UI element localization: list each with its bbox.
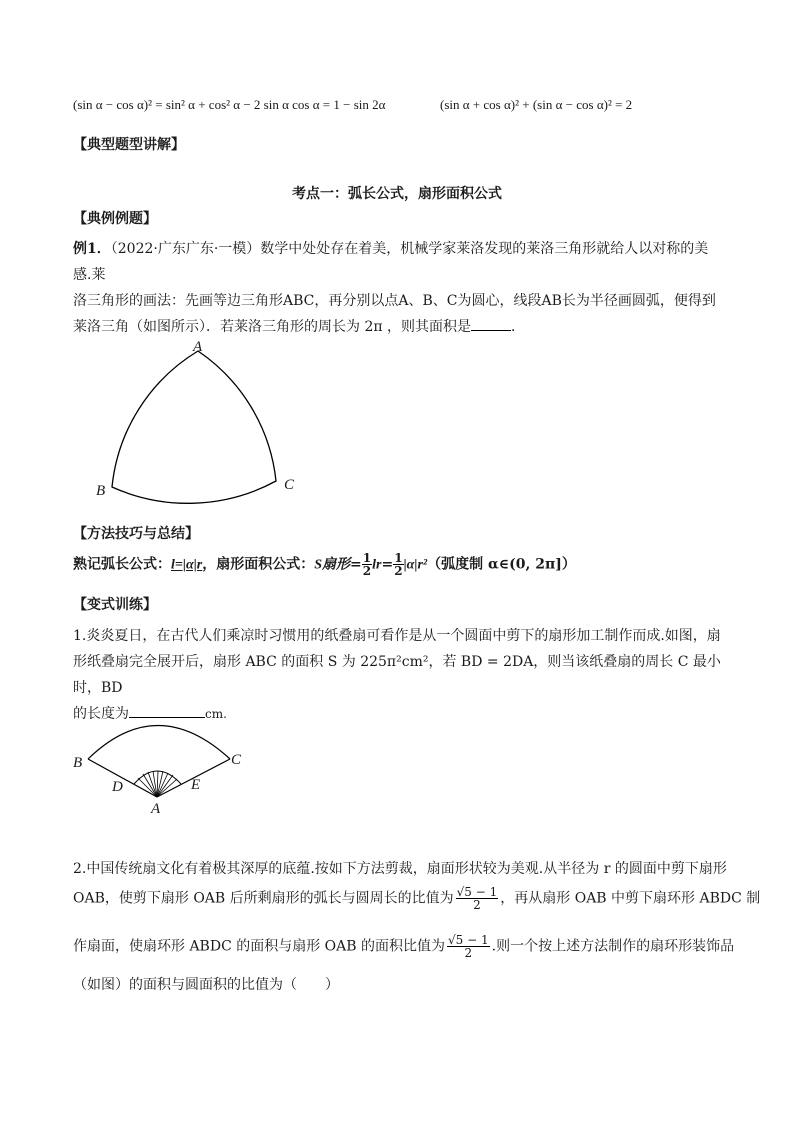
section-heading-typical-example: 【典例例题】 xyxy=(73,211,157,227)
example-1-label: 例1． xyxy=(73,241,111,257)
figure-label-b: B xyxy=(96,483,106,499)
fan-outer-arc xyxy=(88,726,230,760)
fan-label-b: B xyxy=(73,755,83,771)
question-2-line-1: 2.中国传统扇文化有着极其深厚的底蕴.按如下方法剪裁，扇面形状较为美观.从半径为 r 的圆面中剪下扇形 xyxy=(73,861,727,877)
question-2-line-4: （如图）的面积与圆面积的比值为（ ） xyxy=(73,977,339,993)
section-heading-variant-training: 【变式训练】 xyxy=(73,597,157,613)
topic-title: 考点一：弧长公式，扇形面积公式 xyxy=(292,186,502,202)
method-mid: ，扇形面积公式： xyxy=(202,556,315,573)
question-2-line-3-start: 作扇面，使扇环形 ABDC 的面积与扇形 OAB 的面积比值为 xyxy=(73,938,446,955)
arc-length-formula: l=|α|r xyxy=(171,557,203,573)
method-suffix: （弧度制 α∈(0, 2π]） xyxy=(427,556,576,573)
example-1-line-3: 莱洛三角（如图所示）．若莱洛三角形的周长为 2π ，则其面积是 xyxy=(73,319,472,335)
fraction-one-half-2: $\frac{1}{2}$ xyxy=(394,551,403,578)
method-formula-line xyxy=(73,552,576,577)
fan-label-c: C xyxy=(231,752,242,768)
question-1-line-2: 形纸叠扇完全展开后，扇形 ABC 的面积 S 为 225π²cm²，若 BD = 2DA，则当该纸叠扇的周长 C 最小时，BD xyxy=(73,654,721,696)
question-1-line-3: 的长度为 xyxy=(73,706,129,722)
question-1-unit: cm. xyxy=(205,707,227,721)
fraction-one-half-1: $\frac{1}{2}$ xyxy=(362,551,372,578)
figure-label-a: A xyxy=(193,339,203,355)
example-1-line-3-end: ． xyxy=(511,319,526,335)
question-2-line-3 xyxy=(73,934,734,959)
identity-formula-left: (sin α − cos α)² = sin² α + cos² α − 2 sin α cos α = 1 − sin 2α xyxy=(73,97,386,112)
fan-label-a: A xyxy=(151,801,161,817)
example-1-text xyxy=(73,236,723,340)
method-prefix: 熟记弧长公式： xyxy=(73,556,171,573)
example-1-line-2: 洛三角形的画法：先画等边三角形ABC，再分别以点A、B、C为圆心，线段AB长为半径画圆弧，便得到 xyxy=(73,293,716,309)
question-2-line-2-end: ，再从扇形 OAB 中剪下扇环形 ABDC 制 xyxy=(500,890,761,907)
golden-ratio-fraction-2: $\frac{√5 - 1}{2}$ xyxy=(448,933,489,960)
figure-label-c: C xyxy=(284,477,295,493)
equals-2: = xyxy=(381,556,394,573)
golden-ratio-fraction-1: $\frac{√5 - 1}{2}$ xyxy=(456,885,498,912)
section-heading-method-summary: 【方法技巧与总结】 xyxy=(73,526,199,542)
folding-fan-figure xyxy=(70,712,260,817)
reuleaux-triangle-figure xyxy=(90,335,310,505)
lr-term: lr xyxy=(372,557,382,573)
question-2-line-2 xyxy=(73,886,760,911)
fan-label-e: E xyxy=(191,777,201,793)
question-1-line-1: 1.炎炎夏日，在古代人们乘凉时习惯用的纸叠扇可看作是从一个圆面中剪下的扇形加工制作而成.如图，扇 xyxy=(73,628,721,644)
question-2-line-3-end: .则一个按上述方法制作的扇环形装饰品 xyxy=(491,938,735,955)
identity-formula-right: (sin α + cos α)² + (sin α − cos α)² = 2 xyxy=(440,97,633,112)
reuleaux-outline xyxy=(112,351,276,503)
question-2-line-2-start: OAB，使剪下扇形 OAB 后所剩扇形的弧长与圆周长的比值为 xyxy=(73,890,454,907)
answer-blank xyxy=(471,316,511,331)
alpha-r-squared-term: |α|r² xyxy=(403,557,428,573)
sector-area-symbol: S扇形 xyxy=(314,557,351,573)
fan-label-d: D xyxy=(112,779,123,795)
section-heading-typical-explain: 【典型题型讲解】 xyxy=(73,137,185,153)
equals-1: = xyxy=(350,556,362,573)
example-1-line-1: （2022·广东广东·一模）数学中处处存在着美，机械学家莱洛发现的莱洛三角形就给人以对称的美感.莱 xyxy=(73,241,709,283)
